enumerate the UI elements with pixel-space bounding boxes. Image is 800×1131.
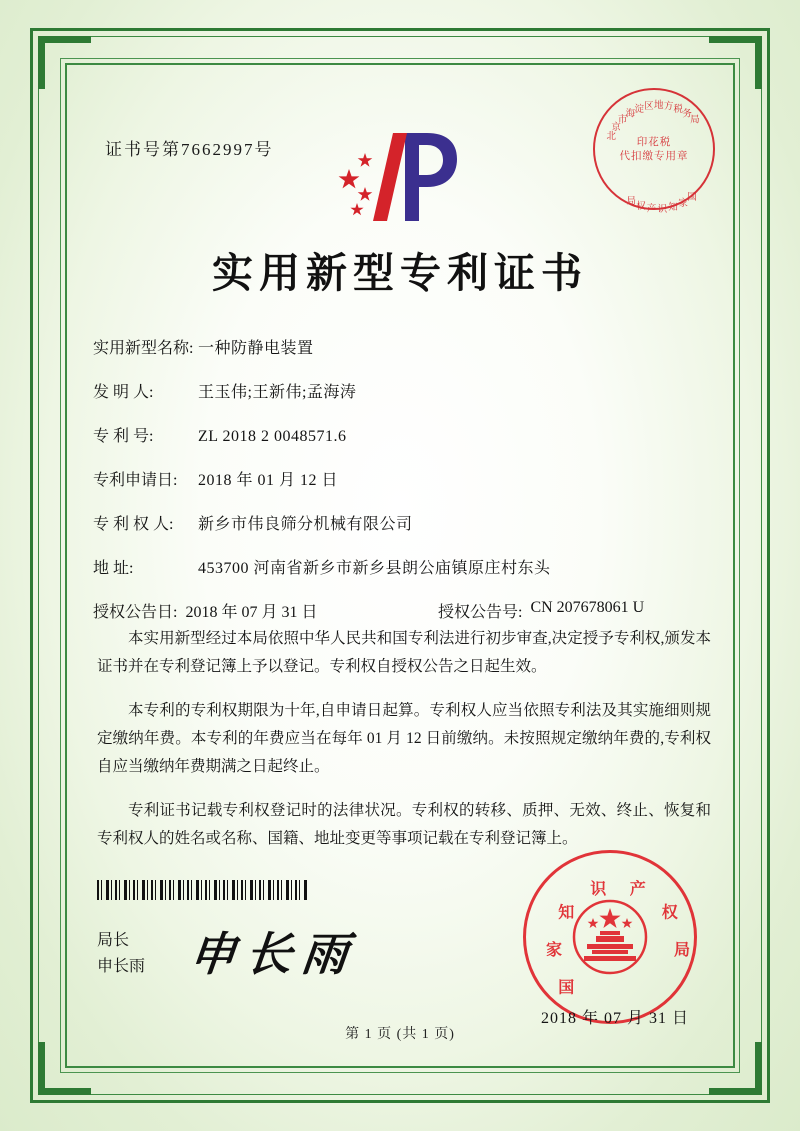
field-label: 实用新型名称:	[93, 340, 194, 357]
seal-issue-date: 2018 年 07 月 31 日	[540, 1010, 689, 1027]
paragraph-3: 专利证书记载专利权登记时的法律状况。专利权的转移、质押、无效、终止、恢复和专利权人的姓名或名称、国籍、地址变更等事项记载在专利登记簿上。	[97, 802, 711, 847]
field-value: ZL 2018 2 0048571.6	[198, 428, 347, 445]
field-row-address	[93, 555, 715, 578]
national-emblem-icon	[571, 898, 649, 976]
tax-stamp-seal	[593, 88, 715, 215]
field-label: 发 明 人:	[93, 384, 154, 401]
field-value: 一种防静电装置	[198, 340, 314, 357]
legal-text-block	[97, 625, 711, 869]
field-value: 新乡市伟良筛分机械有限公司	[198, 516, 413, 533]
field-row-application-date	[93, 467, 715, 490]
field-row-inventors	[93, 379, 715, 402]
field-row-utility-model-name	[93, 335, 715, 358]
patent-fields	[93, 335, 715, 640]
cnipa-logo-icon	[335, 125, 465, 230]
paragraph-1: 本实用新型经过本局依照中华人民共和国专利法进行初步审查,决定授予专利权,颁发本证书并在专利登记簿上予以登记。专利权自授权公告之日起生效。	[97, 630, 711, 675]
field-row-grant-publication	[93, 599, 715, 622]
field-value: 王玉伟;王新伟;孟海涛	[198, 384, 357, 401]
page-title: 实用新型专利证书	[212, 250, 588, 296]
page-footer: 第 1 页 (共 1 页)	[345, 1027, 455, 1042]
field-label: 专 利 号:	[93, 428, 154, 445]
tax-stamp-arc-text: 北 京 市 海 淀 区 地 方 税 务 局 国 家 知 识 产 权 局	[606, 101, 700, 215]
certificate-number: 证书号第7662997号	[105, 140, 274, 159]
certificate-content	[75, 80, 725, 1051]
director-name-label: 申长雨	[97, 958, 146, 975]
grant-date-value: 2018 年 07 月 31 日	[185, 604, 318, 621]
grant-date-label: 授权公告日:	[93, 604, 178, 621]
director-title-label: 局长	[97, 932, 130, 949]
paragraph-2: 本专利的专利权期限为十年,自申请日起算。专利权人应当依照专利法及其实施细则规定缴纳年费。本专利的年费应当在每年 01 月 12 日前缴纳。未按照规定缴纳年费的,专利权自应当缴纳年费期满之日起终止。	[97, 702, 711, 775]
field-value: 2018 年 01 月 12 日	[198, 472, 339, 489]
official-seal-arc-text: 国 家 知 识 产 权 局	[546, 881, 691, 997]
tax-stamp-line2: 代扣缴专用章	[619, 151, 689, 162]
field-row-patentee	[93, 511, 715, 534]
handwritten-signature: 申长雨	[186, 929, 361, 980]
field-value: 453700 河南省新乡市新乡县朗公庙镇原庄村东头	[198, 560, 551, 577]
publication-number-label: 授权公告号:	[438, 604, 523, 621]
publication-number-value: CN 207678061 U	[530, 599, 645, 616]
field-row-patent-number	[93, 423, 715, 446]
field-label: 地 址:	[93, 560, 134, 577]
field-label: 专 利 权 人:	[93, 516, 174, 533]
signature-block	[97, 928, 145, 980]
official-seal	[523, 850, 697, 1024]
field-label: 专利申请日:	[93, 472, 178, 489]
tax-stamp-line1: 印花税	[636, 137, 672, 148]
barcode	[97, 880, 307, 900]
